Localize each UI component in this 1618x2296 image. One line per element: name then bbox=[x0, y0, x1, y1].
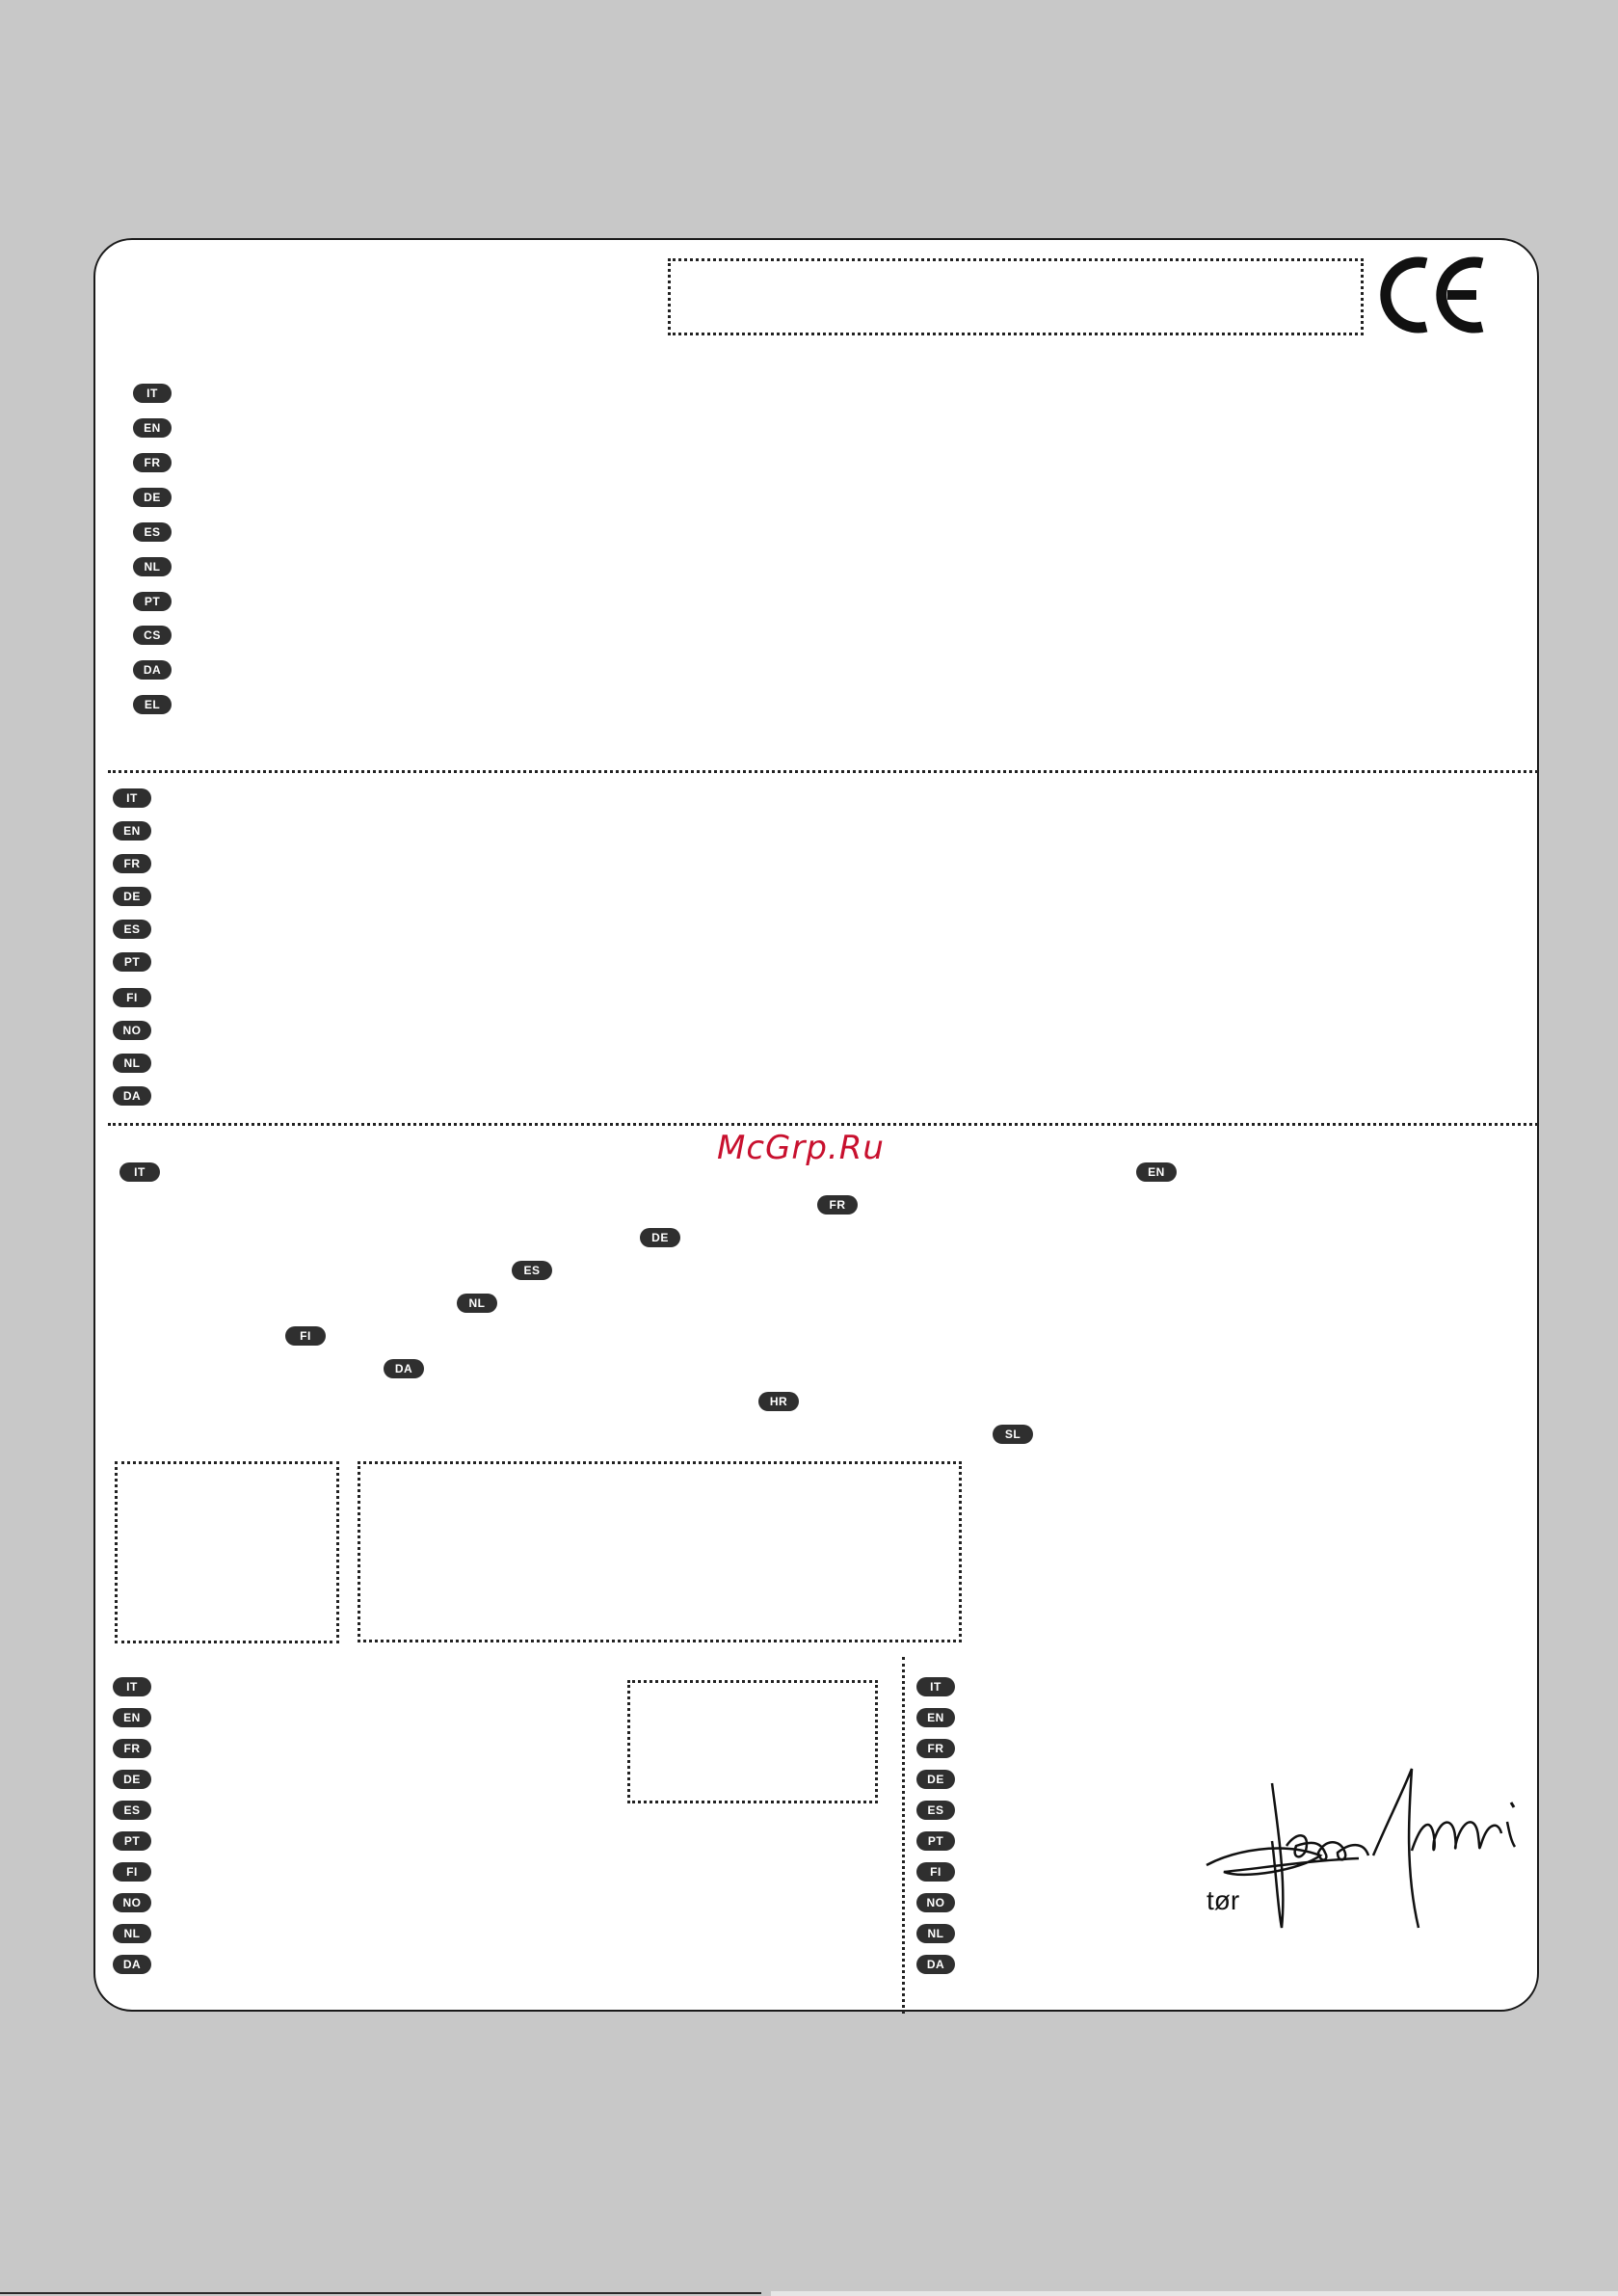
lang-badge-en: EN bbox=[133, 418, 172, 438]
watermark: McGrp.Ru bbox=[717, 1129, 885, 1167]
lang-badge-es: ES bbox=[512, 1261, 552, 1280]
signature-prefix: tør bbox=[1207, 1885, 1240, 1915]
lang-badge-fr: FR bbox=[817, 1195, 858, 1215]
lang-badge-hr: HR bbox=[758, 1392, 799, 1411]
lang-badge-de: DE bbox=[133, 488, 172, 507]
date-place-box bbox=[627, 1680, 878, 1803]
product-details-box bbox=[358, 1461, 962, 1642]
lang-badge-en: EN bbox=[113, 1708, 151, 1727]
lang-badge-sl: SL bbox=[993, 1425, 1033, 1444]
lang-badge-nl: NL bbox=[133, 557, 172, 576]
product-image-box bbox=[115, 1461, 339, 1643]
lang-badge-fr: FR bbox=[113, 854, 151, 873]
section-divider bbox=[108, 1123, 1538, 1126]
lang-badge-es: ES bbox=[133, 522, 172, 542]
lang-badge-fi: FI bbox=[113, 1862, 151, 1882]
lang-badge-da: DA bbox=[113, 1086, 151, 1106]
lang-badge-nl: NL bbox=[113, 1924, 151, 1943]
lang-badge-it: IT bbox=[133, 384, 172, 403]
ce-mark-icon bbox=[1376, 255, 1488, 334]
product-name-box bbox=[668, 258, 1364, 335]
lang-badge-en: EN bbox=[916, 1708, 955, 1727]
lang-badge-fr: FR bbox=[916, 1739, 955, 1758]
lang-badge-de: DE bbox=[113, 1770, 151, 1789]
lang-badge-fi: FI bbox=[113, 988, 151, 1007]
lang-badge-it: IT bbox=[113, 788, 151, 808]
lang-badge-da: DA bbox=[916, 1955, 955, 1974]
lang-badge-da: DA bbox=[133, 660, 172, 680]
lang-badge-nl: NL bbox=[916, 1924, 955, 1943]
handwritten-signature bbox=[1205, 1764, 1523, 1937]
lang-badge-fi: FI bbox=[916, 1862, 955, 1882]
lang-badge-es: ES bbox=[113, 1801, 151, 1820]
lang-badge-es: ES bbox=[113, 920, 151, 939]
lang-badge-de: DE bbox=[640, 1228, 680, 1247]
section-divider bbox=[108, 770, 1538, 773]
lang-badge-fr: FR bbox=[133, 453, 172, 472]
column-divider bbox=[902, 1657, 905, 2014]
lang-badge-en: EN bbox=[113, 821, 151, 841]
lang-badge-cs: CS bbox=[133, 626, 172, 645]
lang-badge-de: DE bbox=[113, 887, 151, 906]
lang-badge-no: NO bbox=[916, 1893, 955, 1912]
lang-badge-pt: PT bbox=[113, 952, 151, 972]
lang-badge-nl: NL bbox=[457, 1294, 497, 1313]
lang-badge-it: IT bbox=[916, 1677, 955, 1696]
lang-badge-de: DE bbox=[916, 1770, 955, 1789]
lang-badge-fi: FI bbox=[285, 1326, 326, 1346]
lang-badge-da: DA bbox=[113, 1955, 151, 1974]
lang-badge-es: ES bbox=[916, 1801, 955, 1820]
lang-badge-no: NO bbox=[113, 1893, 151, 1912]
lang-badge-nl: NL bbox=[113, 1054, 151, 1073]
lang-badge-it: IT bbox=[113, 1677, 151, 1696]
lang-badge-pt: PT bbox=[916, 1831, 955, 1851]
lang-badge-pt: PT bbox=[113, 1831, 151, 1851]
lang-badge-it: IT bbox=[119, 1162, 160, 1182]
lang-badge-fr: FR bbox=[113, 1739, 151, 1758]
lang-badge-da: DA bbox=[384, 1359, 424, 1378]
scanner-edge-strip bbox=[0, 2291, 1618, 2296]
lang-badge-el: EL bbox=[133, 695, 172, 714]
lang-badge-en: EN bbox=[1136, 1162, 1177, 1182]
lang-badge-no: NO bbox=[113, 1021, 151, 1040]
lang-badge-pt: PT bbox=[133, 592, 172, 611]
